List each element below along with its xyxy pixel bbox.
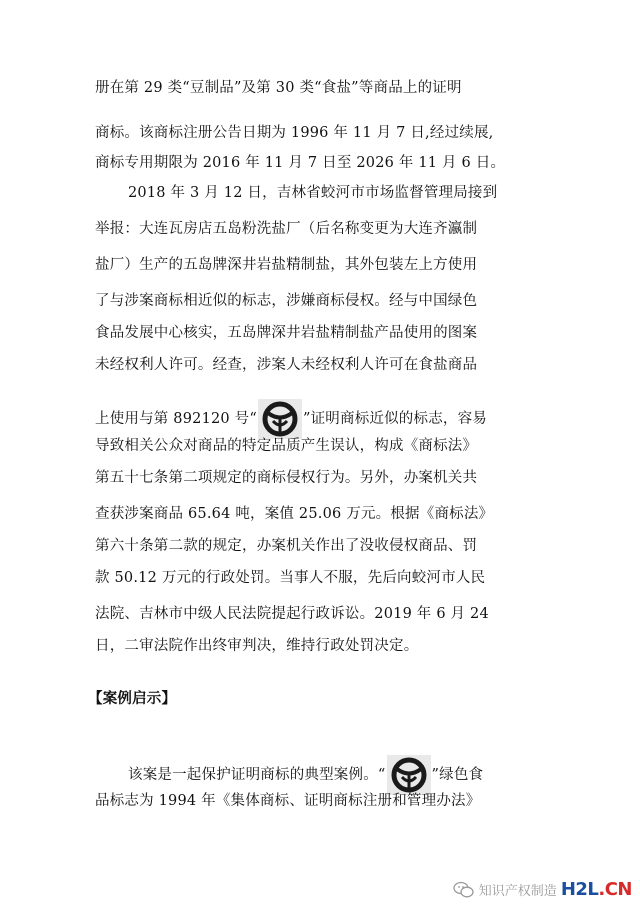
- revelation-line-2: 品标志为 1994 年《集体商标、证明商标注册和管理办法》: [95, 793, 481, 809]
- logo-line-after: ”证明商标近似的标志，容易: [302, 411, 487, 427]
- body-line-8: 食品发展中心核实，五岛牌深井岩盐精制盐产品使用的图案: [95, 325, 478, 341]
- revelation-after: ”绿色食: [431, 767, 484, 783]
- section-heading: 【案例启示】: [88, 691, 177, 707]
- revelation-before: 该案是一起保护证明商标的典型案例。“: [128, 767, 386, 783]
- body-line-15: 款 50.12 万元的行政处罚。当事人不服，先后向蛟河市人民: [95, 570, 486, 586]
- body-line-3: 商标专用期限为 2016 年 11 月 7 日至 2026 年 11 月 6 日。: [95, 155, 506, 171]
- body-line-2: 商标。该商标注册公告日期为 1996 年 11 月 7 日,经过续展,: [95, 125, 494, 141]
- paragraph-case-start: 2018 年 3 月 12 日，吉林省蛟河市市场监督管理局接到: [128, 185, 498, 201]
- watermark-brand-accent: .CN: [598, 879, 632, 900]
- body-line-14: 第六十条第二款的规定，办案机关作出了没收侵权商品、罚: [95, 538, 478, 554]
- green-food-logo-icon: [258, 399, 302, 439]
- body-line-17: 日，二审法院作出终审判决，维持行政处罚决定。: [95, 638, 419, 654]
- watermark: [453, 879, 632, 900]
- body-line-13: 查获涉案商品 65.64 吨，案值 25.06 万元。根据《商标法》: [95, 506, 494, 522]
- watermark-brand: [561, 879, 632, 900]
- green-food-logo-icon: [387, 755, 431, 795]
- watermark-account: 知识产权制造: [478, 884, 557, 899]
- body-line-7: 了与涉案商标相近似的标志，涉嫌商标侵权。经与中国绿色: [95, 293, 478, 309]
- body-line-16: 法院、吉林市中级人民法院提起行政诉讼。2019 年 6 月 24: [95, 606, 489, 622]
- body-line-6: 盐厂）生产的五岛牌深井岩盐精制盐，其外包装左上方使用: [95, 257, 478, 273]
- body-line-logo: [95, 399, 550, 439]
- body-line-5: 举报：大连瓦房店五岛粉洗盐厂（后名称变更为大连齐瀛制: [95, 221, 478, 237]
- body-line-12: 第五十七条第二项规定的商标侵权行为。另外，办案机关共: [95, 470, 478, 486]
- revelation-line-1: [128, 755, 550, 795]
- body-line-1: 册在第 29 类“豆制品”及第 30 类“食盐”等商品上的证明: [95, 80, 462, 96]
- body-line-9: 未经权利人许可。经查，涉案人未经权利人许可在食盐商品: [95, 357, 478, 373]
- wechat-icon: [453, 881, 475, 899]
- logo-line-before: 上使用与第 892120 号“: [95, 411, 257, 427]
- body-line-11: 导致相关公众对商品的特定品质产生误认，构成《商标法》: [95, 438, 478, 454]
- watermark-brand-main: H2L: [560, 879, 599, 900]
